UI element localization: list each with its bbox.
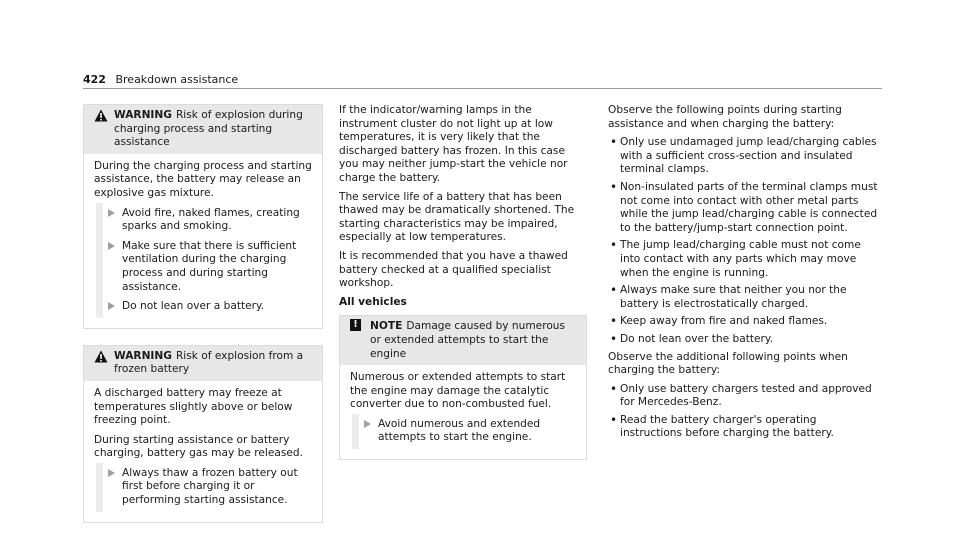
warning-triangle-icon (94, 109, 108, 122)
page-number: 422 (83, 73, 106, 86)
list-item: • Only use battery chargers tested and approved for Mercedes-Benz. (608, 383, 878, 410)
action-text: Do not lean over a battery. (122, 300, 265, 313)
action-text: Avoid numerous and extended attempts to start the engine. (378, 417, 541, 444)
paragraph: If the indicator/warning lamps in the instrument cluster do not light up at low temperatures, it is very likely that the discharged battery has frozen. In this case you may neither jump-start the vehicle nor charge the battery. (339, 104, 568, 184)
action-item (94, 467, 312, 508)
action-arrow-icon (108, 302, 115, 310)
action-arrow-icon (364, 420, 371, 428)
warning-heading: Risk of explosion from a frozen battery (114, 349, 304, 376)
list-item: • Keep away from fire and naked flames. (608, 315, 878, 329)
warning-keyword: WARNING (114, 349, 172, 362)
page-header (83, 73, 238, 87)
paragraph: The service life of a battery that has been thawed may be dramatically shortened. The starting characteristics may be impaired, especially at low temperatures. (339, 190, 575, 244)
column-middle (339, 104, 587, 460)
paragraph: Observe the additional following points when charging the battery: (608, 350, 848, 377)
paragraph: Observe the following points during starting assistance and when charging the battery: (608, 104, 842, 130)
action-text: Make sure that there is sufficient ventilation during the charging process and during starting assistance. (122, 239, 297, 293)
notice-header (340, 316, 586, 365)
column-left (83, 104, 323, 523)
action-item (94, 300, 312, 314)
warning-heading: Risk of explosion during charging process and starting assistance (114, 109, 303, 149)
subheading: All vehicles (339, 295, 407, 308)
warning-text: During the charging process and starting assistance, the battery may release an explosive gas mixture. (94, 159, 312, 199)
list-item: • Do not lean over the battery. (608, 333, 878, 347)
action-arrow-icon (108, 242, 115, 250)
warning-keyword: WARNING (114, 109, 172, 121)
warning-text: A discharged battery may freeze at temperatures slightly above or below freezing point. (94, 386, 293, 427)
warning-body (84, 381, 322, 522)
exclamation-icon: ! (350, 319, 361, 331)
warning-header (84, 105, 322, 154)
bullet-list (608, 383, 878, 441)
action-text: Avoid fire, naked flames, creating sparks and smoking. (122, 206, 300, 233)
list-item: • The jump lead/charging cable must not come into contact with any parts which may move when the engine is running. (608, 239, 878, 280)
notice-text: Numerous or extended attempts to start the engine may damage the catalytic converter due to non-combusted fuel. (350, 371, 566, 411)
warning-box-charging (83, 104, 323, 329)
section-title: Breakdown assistance (115, 73, 239, 86)
column-right (608, 104, 878, 445)
action-item (94, 240, 312, 294)
header-divider (83, 88, 882, 89)
notice-box (339, 315, 587, 460)
warning-header (84, 346, 322, 381)
action-item (350, 418, 576, 445)
warning-text: During starting assistance or battery charging, battery gas may be released. (94, 433, 303, 460)
action-text: Always thaw a frozen battery out first before charging it or performing starting assistance. (122, 466, 298, 507)
notice-keyword: NOTE (370, 320, 403, 333)
list-item: • Only use undamaged jump lead/charging cables with a sufficient cross-section and insulated terminal clamps. (608, 136, 878, 177)
list-item: • Always make sure that neither you nor the battery is electrostatically charged. (608, 284, 878, 311)
notice-body (340, 365, 586, 459)
list-item: • Non-insulated parts of the terminal clamps must not come into contact with other metal parts while the jump lead/charging cable is connected to the battery/jump-start connection point. (608, 181, 878, 235)
action-arrow-icon (108, 209, 115, 217)
paragraph: It is recommended that you have a thawed battery checked at a qualified specialist workshop. (339, 249, 568, 290)
list-item: • Read the battery charger's operating instructions before charging the battery. (608, 414, 878, 441)
warning-box-frozen (83, 345, 323, 523)
warning-triangle-icon (94, 350, 108, 363)
warning-body (84, 154, 322, 328)
bullet-list (608, 136, 878, 346)
action-arrow-icon (108, 469, 115, 477)
notice-heading: Damage caused by numerous or extended attempts to start the engine (370, 320, 566, 360)
action-item (94, 207, 312, 234)
